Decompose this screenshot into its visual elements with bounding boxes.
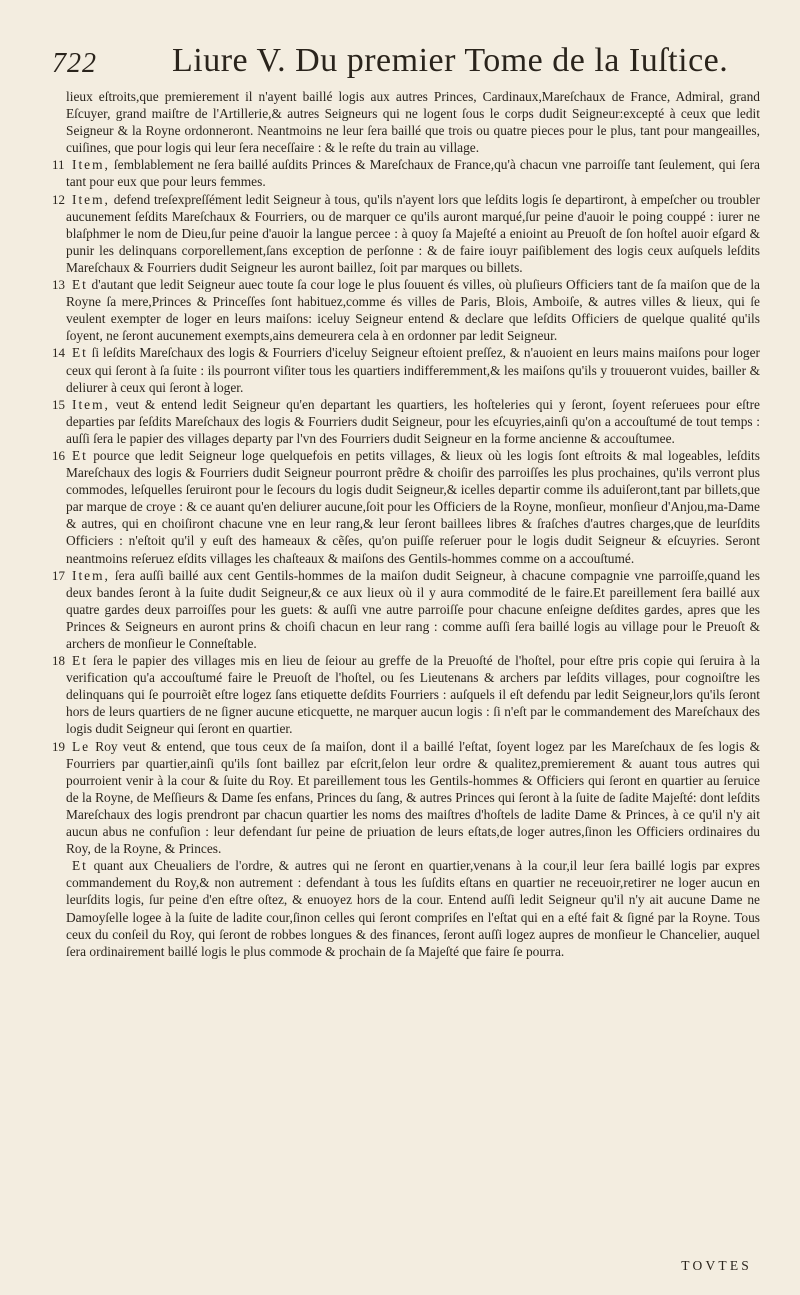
article-paragraph [52,191,760,276]
article-paragraph [52,344,760,395]
first-word: Et [72,653,88,669]
paragraph-text: quant aux Cheualiers de l'ordre, & autres qui ne ſeront en quartier,venans à la cour,il leur ſera baillé logis par expres commandement du Roy,& non autrement : defendant à tous les ſuſdits eſtans en quartier ne receuoir,retirer ne loger aucun en leurſdits logis, ſur peine d'en eſtre oſtez, & enuoyez hors de la cour. Entend auſſi ledit Seigneur qu'il n'y ait aucune Dame ne Damoyſelle logee à la ſuite de ladite cour,ſinon celles qui ſeront compriſes en l'eſtat qui en a eſté fait & ſigné par la Royne. Tous ceux du conſeil du Roy, qui ſeront de robbes longues & des finances, ſeront auſſi logez aupres de monſieur le Chancelier, auquel ſera ordinairement baillé logis le plus commode & prochain de ſa Majeſté que faire ſe pourra. [66,858,760,959]
article-number: 18 [52,653,65,669]
first-word: Item, [72,396,110,412]
article-number: 12 [52,191,65,207]
article-number: 14 [52,345,65,361]
article-number: 15 [52,396,65,412]
article-paragraph [52,567,760,652]
page-number: 722 [52,48,97,79]
paragraph-text: ſemblablement ne ſera baillé auſdits Princes & Mareſchaux de France,qu'à chacun vne parroiſſe tant ſeulement, qui ſera tant pour eux que pour leurs femmes. [66,157,760,190]
paragraph-text: ſera le papier des villages mis en lieu de ſeiour au greffe de la Preuoſté de l'hoſtel, pour eſtre pris copie qui ſeruira à la verification qu'a accouſtumé faire le Preuoſt de l'hoſtel, ou ſes Lieutenans & archers par leſdits villages, pour cognoiſtre les delinquans qui ſe pourroiẽt eſtre logez ſans etiquette deſdits Fourriers : auſquels il eſt defendu par ledit Seigneur,lors qu'ils ſeront hors de leurs quartiers de ne ſigner aucune eticquette, ne marquer aucun logis : ſi n'eſt par le commandement des Mareſchaux des logis dudit Seigneur qui ſeront en quartier. [66,653,760,737]
article-paragraph [52,447,760,567]
paragraph [66,88,760,156]
article-paragraph [52,396,760,447]
article-paragraph [52,156,760,190]
running-head: Liure V. Du premier Tome de la Iuſtice. [172,42,729,79]
article-number: 11 [52,157,65,173]
first-word: Et [72,858,88,874]
first-word: Et [72,345,88,361]
article-number: 16 [52,447,65,463]
catchword: TOVTES [681,1258,752,1273]
paragraph-text: Roy veut & entend, que tous ceux de ſa maiſon, dont il a baillé l'eſtat, ſoyent logez par les Mareſchaux de ſes logis & Fourriers par quartier,ainſi qu'ils ſont baillez par eſcrit,ſelon leur ordre & qualitez,premierement & auant tous autres qui pourroient venir à la cour & ſuite du Roy. Et pareillement tous les Gentils-hommes & Officiers qui ſeront en quartier au ſeruice de la Royne, de Meſſieurs & Dame ſes enfans, Princes du ſang, & autres Princes qui ſeront à la ſuite de ſadite Majeſté: dont leſdits Mareſchaux des logis prendront par chacun quartier les noms des maiſtres d'hoſtels de ladite Dame & Princes, à ce qu'il n'y ait aucun abus ne confuſion : leur defendant ſur peine de priuation de leurs eſtats,de loger autres,ſinon les Officiers ordinaires du Roy, de la Royne, & Princes. [66,738,760,857]
first-word: Le [72,738,91,754]
paragraph-text: ſi leſdits Mareſchaux des logis & Fourriers d'iceluy Seigneur eſtoient preſſez, & n'auoient en leurs mains maiſons pour loger ceux qui ſeront à ſa ſuite : ils pourront viſiter tous les quartiers indifferemment,& les maiſons qu'ils y trouueront vuides, bailler & deliurer à ceux qui ſeront à loger. [66,345,760,395]
article-number: 17 [52,567,65,583]
first-word: Item, [72,567,110,583]
article-paragraph [66,857,760,960]
article-number: 13 [52,277,65,293]
article-paragraph [52,276,760,344]
article-number: 19 [52,738,65,754]
article-paragraph [66,960,760,977]
first-word: Et [72,447,88,463]
paragraph-text: ſera auſſi baillé aux cent Gentils-hommes de la maiſon dudit Seigneur, à chacune compagnie vne parroiſſe,quand les deux bandes ſeront à la ſuite dudit Seigneur,& ce aux lieux où il y aura commodité de le faire.Et pareillement ſera baillé aux quatre gardes deux parroiſſes pour les guets: & auſſi vne autre parroiſſe pour chacune enſeigne deſdites gardes, apres que les Princes & Seigneurs en auront prins & choiſi chacun en leur rang : comme auſſi ſera baillé logis au village pour le Preuoſt & archers de monſieur le Conneſtable. [66,567,760,651]
body-text [52,88,760,977]
paragraph-text: defend treſexpreſſément ledit Seigneur à tous, qu'ils n'ayent lors que leſdits logis ſe departiront, à empeſcher ou troubler aucunement ſeſdits Mareſchaux & Fourriers, ou de marquer ce qu'ils auront marqué,ſur peine d'auoir le poing couppé : iurer ne blaſphmer le nom de Dieu,ſur peine d'auoir la langue percee : à quoy ſa Majeſté a enioint au Preuoſt de ſon hoſtel auoir eſgard & punir les delinquans corporellement,ſans exception de perſonne : & de faire iouyr paiſiblement des logis ceux auſquels leſdits Mareſchaux & Fourriers dudit Seigneur les auront baillez, ſoit par marques ou billets. [66,191,760,275]
first-word: Item, [72,191,110,207]
page-header [52,42,750,86]
first-word: Item, [72,157,110,173]
article-paragraph [52,652,760,737]
first-word: Et [72,277,88,293]
paragraph-text: lieux eſtroits,que premierement il n'ayent baillé logis aux autres Princes, Cardinaux,Mareſchaux de France, Admiral, grand Eſcuyer, grand maiſtre de l'Artillerie,& autres Seigneurs qui ne logent ſous le corps dudit Seigneur:excepté à ceux que ledit Seigneur & la Royne ordonneront. Neantmoins ne leur ſera baillé que trois ou quatre pieces pour le plus, tant pour mangeailles, cuiſines, que pour logis qui leur ſera neceſſaire : & le reſte du train au village. [66,89,760,156]
article-paragraph [52,738,760,858]
paragraph-text: veut & entend ledit Seigneur qu'en departant les quartiers, les hoſteleries qui y ſeront, ſoyent reſeruees pour eſtre departies par ſeſdits Mareſchaux des logis & Fourriers dudit Seigneur, pour les eſcuyries,ainſi qu'on a accouſtumé de tout temps : auſſi ſera le papier des villages departy par l'vn des Fourriers dudit Seigneur en la forme ancienne & accouſtumee. [66,396,760,446]
paragraph-text: pource que ledit Seigneur loge quelquefois en petits villages, & lieux où les logis ſont eſtroits & mal logeables, leſdits Mareſchaux des logis & Fourriers dudit Seigneur pourront prẽdre & choiſir des parroiſſes les plus prochaines, qu'ils verront plus commodes, leſquelles ſeruiront pour le ſecours du logis dudit Seigneur,& icelles departir comme ils aduiſeront,tant par billets,que par marque de croye : & ce auant qu'en deliurer aucune,ſoit pour les Officiers de la Royne, monſieur, monſieur d'Anjou,ma-Dame & autres, qui en choiſiront chacune vne en leur rang,& leur ſeront baillees libres & ſraſches d'autres charges,que de leurſdits Officiers : n'eſtoit qu'il y euſt des hameaux & cẽſes, qu'on puiſſe reſeruer pour le logis dudit Seigneur & eſcuyries. Seront neantmoins reſeruez eſdits villages les chaſteaux & maiſons des Gentils-hommes comme on a accouſtumé. [66,447,760,566]
paragraph-text: d'autant que ledit Seigneur auec toute ſa cour loge le plus ſouuent és villes, où pluſieurs Officiers tant de ſa maiſon que de la Royne ſa mere,Princes & Princeſſes ſont habituez,comme és villes de Paris, Blois, Amboiſe, & autres villes & lieux, qui ſe veulent exempter de loger en leurs maiſons: iceluy Seigneur entend & declare que leſdits Officiers de quelque qualité qu'ils ſoyent, ne ſeront aucunement exempts,ains demeurera cela à en ordonner par ledit Seigneur. [66,277,760,344]
